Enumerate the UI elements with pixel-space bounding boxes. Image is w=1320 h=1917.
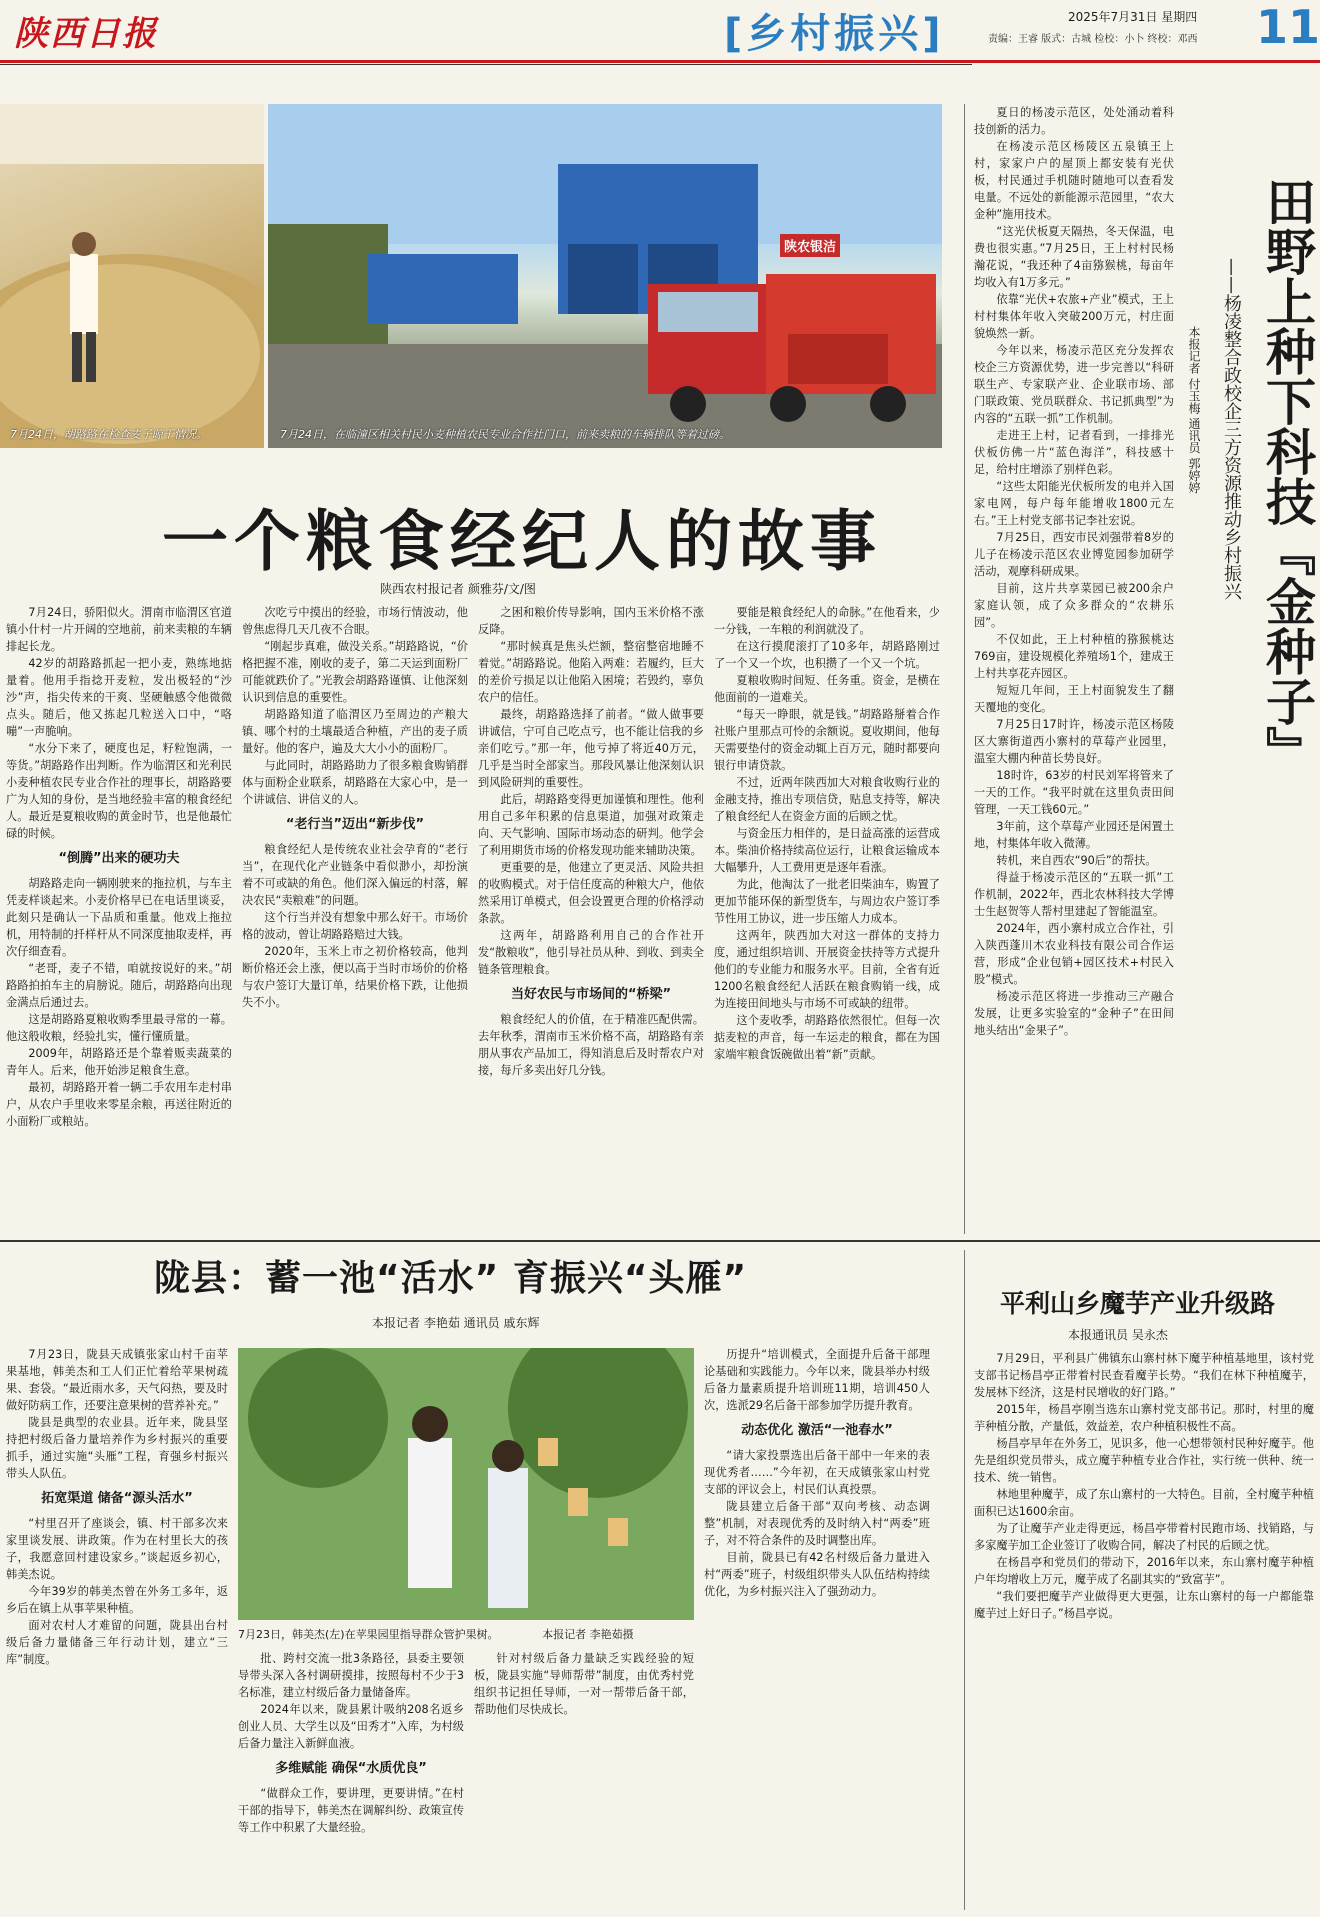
paragraph: 7月24日，骄阳似火。渭南市临渭区官道镇小什村一片开阔的空地前，前来卖粮的车辆排起长龙。	[6, 606, 232, 653]
paragraph: 这是胡路路夏粮收购季里最寻常的一幕。他这般收粮，经验扎实，懂行懂质量。	[6, 1013, 232, 1043]
paragraph: 面对农村人才难留的问题，陇县出台村级后备力量储备三年行动计划，建立“三库”制度。	[6, 1619, 228, 1666]
paragraph: 胡路路知道了临渭区乃至周边的产粮大镇、哪个村的土壤最适合种植，产出的麦子质量好。他的客户，遍及大大小小的面粉厂。	[242, 708, 468, 755]
photo-caption-left: 7月24日，胡路路在检查麦子晾干情况。	[10, 428, 207, 441]
paragraph: “做群众工作，要讲理，更要讲情。”在村干部的指导下，韩美杰在调解纠纷、政策宣传等工作中积累了大量经验。	[238, 1787, 464, 1834]
paragraph: 这个行当并没有想象中那么好干。市场价格的波动，曾让胡路路赔过大钱。	[242, 911, 468, 941]
subhead: 多维赋能 确保“水质优良”	[275, 1761, 427, 1776]
paragraph: 之困和粮价传导影响，国内玉米价格不涨反降。	[478, 606, 704, 636]
newspaper-logo: 陕西日报	[14, 14, 158, 54]
photo-trucks-queue	[268, 104, 942, 448]
paragraph: 不仅如此，王上村种植的猕猴桃达769亩，建设规模化养殖场1个，建成王上村共享花卉园区。	[974, 633, 1174, 680]
paragraph: 7月25日17时许，杨凌示范区杨陵区大寨街道西小寨村的草莓产业园里，温室大棚内种苗长势良好。	[974, 718, 1174, 765]
paragraph: 粮食经纪人的价值，在于精准匹配供需。去年秋季，渭南市玉米价格不高，胡路路有亲朋从事农产品加工，得知消息后及时帮农户对接，每斤多卖出好几分钱。	[478, 1013, 704, 1077]
article1-column-4	[714, 604, 940, 1234]
photo-caption-main: 7月24日，在临潼区相关村民小麦种植农民专业合作社门口，前来卖粮的车辆排队等着过磅。	[280, 428, 730, 441]
paragraph: 杨凌示范区将进一步推动三产融合发展，让更多实验室的“金种子”在田间地头结出“金果子”。	[974, 990, 1174, 1037]
column-divider	[964, 104, 965, 1234]
paragraph: 18时许，63岁的村民刘军将管来了一天的工作。“我平时就在这里负责田间管理，一天工钱60元。”	[974, 769, 1174, 816]
paragraph: 为了让魔芋产业走得更远，杨昌亭带着村民跑市场、找销路，与多家魔芋加工企业签订了收购合同，解决了村民的后顾之忧。	[974, 1522, 1314, 1552]
paragraph: 2015年，杨昌亭刚当选东山寨村党支部书记。那时，村里的魔芋种植分散，产量低，效益差，农户种植积极性不高。	[974, 1403, 1314, 1433]
paragraph: “老哥，麦子不错，咱就按说好的来。”胡路路拍拍车主的肩膀说。随后，胡路路向出现金满点后通过去。	[6, 962, 232, 1009]
paragraph: 2024年，西小寨村成立合作社，引入陕西蓬川木农业科技有限公司合作运营，形成“企业包销+园区技术+村民入股”模式。	[974, 922, 1174, 986]
paragraph: “刚起步真难，做没关系。”胡路路说，“价格把握不准，刚收的麦子，第二天运到面粉厂可能就跌价了。”光教会胡路路谨慎、让他深刻认识到信息的重要性。	[242, 640, 468, 704]
article1-byline: 陕西农村报记者 颜雅芬/文/图	[380, 582, 536, 596]
paragraph: 在这行摸爬滚打了10多年，胡路路刚过了一个又一个坎，也积攒了一个又一个坑。	[714, 640, 940, 670]
column-divider	[964, 1250, 965, 1910]
paragraph: 粮食经纪人是传统农业社会孕育的“老行当”，在现代化产业链条中看似渺小，却扮演着不可或缺的角色。他们深入偏远的村落，解决农民“卖粮难”的问题。	[242, 843, 468, 907]
paragraph: 目前，这片共享菜园已被200余户家庭认领，成了众多群众的“农耕乐园”。	[974, 582, 1174, 629]
article1-column-1	[6, 604, 232, 1234]
article2-column-2b	[474, 1650, 694, 1912]
paragraph: 批、跨村交流一批3条路径，县委主要领导带头深入各村调研摸排，按照每村不少于3名标准，建立村级后备力量储备库。	[238, 1652, 464, 1699]
paragraph: 次吃亏中摸出的经验，市场行情波动，他曾焦虑得几天几夜不合眼。	[242, 606, 468, 636]
photo-credit: 本报记者 李艳茹摄	[542, 1628, 634, 1641]
subhead: 当好农民与市场间的“桥梁”	[510, 987, 672, 1002]
sidebar-column-a	[974, 104, 1174, 1234]
paragraph: 这两年，胡路路利用自己的合作社开发“散粮收”，他引导社员从种、到收、到卖全链条管理粮食。	[478, 929, 704, 976]
paragraph: 目前，陇县已有42名村级后备力量进入村“两委”班子，村级组织带头人队伍结构持续优化，为乡村振兴注入了强劲动力。	[704, 1551, 930, 1598]
paragraph: 7月29日，平利县广佛镇东山寨村林下魔芋种植基地里，该村党支部书记杨昌亭正带着村民查看魔芋长势。“我们在林下种植魔芋，发展林下经济，这是村民增收的好门路。”	[974, 1352, 1314, 1399]
paragraph: 陇县建立后备干部“双向考核、动态调整”机制，对表现优秀的及时纳入村“两委”班子，对不符合条件的及时调整出库。	[704, 1500, 930, 1547]
paragraph: “村里召开了座谈会，镇、村干部多次来家里谈发展、讲政策。作为在村里长大的孩子，我愿意回村建设家乡。”谈起返乡初心，韩美杰说。	[6, 1517, 228, 1581]
trucks-illustration	[268, 104, 942, 448]
article2-column-2	[238, 1650, 464, 1912]
paragraph: 为此，他淘汰了一批老旧柴油车，购置了更加节能环保的新型货车，与周边农户签订季节性用工协议，进一步压缩人力成本。	[714, 878, 940, 925]
paragraph: 更重要的是，他建立了更灵活、风险共担的收购模式。对于信任度高的种粮大户，他依然采用订单模式，但会设置更合理的价格浮动条款。	[478, 861, 704, 925]
paragraph: 夏日的杨凌示范区，处处涌动着科技创新的活力。	[974, 106, 1174, 136]
paragraph: 7月25日，西安市民刘强带着8岁的儿子在杨凌示范区农业博览园参加研学活动，观摩科研成果。	[974, 531, 1174, 578]
paragraph: 得益于杨凌示范区的“五联一抓”工作机制，2022年，西北农林科技大学博士生赵贺等人帮村里建起了智能温室。	[974, 871, 1174, 918]
paragraph: 历提升“培训模式，全面提升后备干部理论基础和实践能力。今年以来，陇县举办村级后备力量素质提升培训班11期，培训450人次，选派29名后备干部参加学历提升教育。	[704, 1348, 930, 1412]
paragraph: 要能是粮食经纪人的命脉。”在他看来，少一分钱，一车粮的利润就没了。	[714, 606, 940, 636]
photo-caption-text: 7月23日，韩美杰(左)在苹果园里指导群众管护果树。	[238, 1628, 499, 1641]
article1-column-3	[478, 604, 704, 1234]
truck-sign: 陕农银洁	[780, 234, 840, 257]
paragraph: “那时候真是焦头烂额，整宿整宿地睡不着觉。”胡路路说。他陷入两难：若履约，巨大的差价亏损足以让他陷入困境；若毁约，辜负农户的信任。	[478, 640, 704, 704]
paragraph: “我们要把魔芋产业做得更大更强，让东山寨村的每一户都能靠魔芋过上好日子。”杨昌亭说。	[974, 1590, 1314, 1620]
paragraph: “这光伏板夏天隔热，冬天保温，电费也很实惠。”7月25日，王上村村民杨瀚花说，“我还种了4亩猕猴桃，每亩年均收入有1万多元。”	[974, 225, 1174, 289]
section-divider	[0, 1240, 1320, 1242]
masthead	[0, 0, 1320, 63]
article3-column	[974, 1350, 1314, 1912]
paragraph: “水分下来了，硬度也足，籽粒饱满，一等货。”胡路路作出判断。作为临渭区和光利民小麦种植农民专业合作社的理事长，胡路路要广为人知的身份，是当地经验丰富的粮食经纪人。最近是夏粮收购的黄金时节，也是他最忙碌的时候。	[6, 742, 232, 840]
paragraph: 2009年，胡路路还是个靠着贩卖蔬菜的青年人。后来，他开始涉足粮食生意。	[6, 1047, 232, 1077]
grain-pile-illustration	[0, 104, 264, 448]
paragraph: 走进王上村，记者看到，一排排光伏板仿佛一片“蓝色海洋”，科技感十足，给村庄增添了别样色彩。	[974, 429, 1174, 476]
article2-headline: 陇县：蓄一池“活水” 育振兴“头雁”	[154, 1258, 748, 1299]
article1-headline: 一个粮食经纪人的故事	[162, 503, 882, 580]
paragraph: 3年前，这个草莓产业园还是闲置土地，村集体年收入微薄。	[974, 820, 1174, 850]
masthead-rule	[0, 64, 972, 65]
paragraph: 林地里种魔芋，成了东山寨村的一大特色。目前，全村魔芋种植面积已达1600余亩。	[974, 1488, 1314, 1518]
sidebar-subtitle: ——杨凌整合政校企三方资源推动乡村振兴	[1221, 258, 1242, 600]
subhead: 拓宽渠道 储备“源头活水”	[41, 1491, 193, 1506]
paragraph: 短短几年间，王上村面貌发生了翻天覆地的变化。	[974, 684, 1174, 714]
publication-date: 2025年7月31日 星期四	[1068, 10, 1198, 24]
paragraph: 7月23日，陇县天成镇张家山村千亩苹果基地，韩美杰和工人们正忙着给苹果树疏果、套袋。“最近雨水多，天气闷热，要及时做好防病工作，还要注意果树的营养补充。”	[6, 1348, 228, 1412]
article2-column-3	[704, 1346, 930, 1912]
paragraph: 不过，近两年陕西加大对粮食收购行业的金融支持，推出专项信贷，贴息支持等，解决了粮食经纪人在资金方面的后顾之忧。	[714, 776, 940, 823]
photo-grain-pile	[0, 104, 264, 448]
article3-headline: 平利山乡魔芋产业升级路	[1000, 1289, 1276, 1318]
paragraph: 今年以来，杨凌示范区充分发挥农校企三方资源优势，进一步完善以“科研联生产、专家联产业、企业联市场、部门联政策、党员联群众、书记抓典型”为内容的“五联一抓”工作机制。	[974, 344, 1174, 425]
paragraph: “每天一睁眼，就是钱。”胡路路掰着合作社账户里那点可怜的余额说。夏收期间，他每天需要垫付的资金动辄上百万元，随时都要向银行申请贷款。	[714, 708, 940, 772]
paragraph: 这两年，陕西加大对这一群体的支持力度，通过组织培训、开展资金扶持等方式提升他们的专业能力和服务水平。目前，全省有近1200名粮食经纪人活跃在粮食购销一线，成为连接田间地头与市场不可或缺的纽带。	[714, 929, 940, 1010]
subhead: “倒腾”出来的硬功夫	[58, 851, 180, 866]
sidebar-authors: 本报记者 付玉梅 通讯员 郭婷婷	[1187, 326, 1201, 494]
paragraph: 最终，胡路路选择了前者。“做人做事要讲诚信，宁可自己吃点亏，也不能让信我的乡亲们吃亏。”那一年，他亏掉了将近40万元，几乎是当时全部家当。那段风暴让他深刻认识到风险研判的重要性。	[478, 708, 704, 789]
paragraph: 针对村级后备力量缺乏实践经验的短板，陇县实施“导师帮带”制度，由优秀村党组织书记担任导师，一对一帮带后备干部，帮助他们尽快成长。	[474, 1652, 694, 1716]
paragraph: “这些太阳能光伏板所发的电并入国家电网，每户每年能增收1800元左右。”王上村党支部书记李社宏说。	[974, 480, 1174, 527]
paragraph: 在杨昌亭和党员们的带动下，2016年以来，东山寨村魔芋种植户年均增收上万元，魔芋成了名副其实的“致富芋”。	[974, 1556, 1314, 1586]
article1-column-2	[242, 604, 468, 1234]
paragraph: 杨昌亭早年在外务工，见识多，他一心想带领村民种好魔芋。他先是组织党员带头，成立魔芋种植专业合作社，实行统一供种、统一技术、统一销售。	[974, 1437, 1314, 1484]
editor-credits: 责编：王睿 版式：古城 检校：小卜 终校：邓西	[988, 34, 1198, 45]
paragraph: 夏粮收购时间短、任务重。资金，是横在他面前的一道难关。	[714, 674, 940, 704]
paragraph: “请大家投票选出后备干部中一年来的表现优秀者……”今年初，在天成镇张家山村党支部的评议会上，村民们认真投票。	[704, 1449, 930, 1496]
paragraph: 最初，胡路路开着一辆二手农用车走村串户，从农户手里收来零星余粮，再送往附近的小面粉厂或粮站。	[6, 1081, 232, 1128]
photo-orchard	[238, 1348, 694, 1620]
orchard-illustration	[238, 1348, 694, 1620]
section-title: [乡村振兴]	[724, 11, 945, 57]
page-number: 11	[1256, 0, 1320, 54]
paragraph: 这个麦收季，胡路路依然很忙。但每一次掂麦粒的声音，每一车运走的粮食，都在为国家端牢粮食饭碗做出着“新”贡献。	[714, 1014, 940, 1061]
subhead: 动态优化 激活“一池春水”	[741, 1423, 893, 1438]
paragraph: 今年39岁的韩美杰曾在外务工多年，返乡后在镇上从事苹果种植。	[6, 1585, 228, 1615]
paragraph: 与资金压力相伴的，是日益高涨的运营成本。柴油价格持续高位运行，让粮食运输成本大幅攀升，人工费用更是逐年看涨。	[714, 827, 940, 874]
paragraph: 此后，胡路路变得更加谨慎和理性。他利用自己多年积累的信息渠道，加强对政策走向、天气影响、国际市场动态的研判。他学会了利用期货市场的价格发现功能来辅助决策。	[478, 793, 704, 857]
article3-byline: 本报通讯员 吴永杰	[1068, 1328, 1168, 1342]
subhead: “老行当”迈出“新步伐”	[285, 817, 425, 832]
paragraph: 2020年，玉米上市之初价格较高，他判断价格还会上涨，便以高于当时市场价的价格与农户签订大量订单，结果价格下跌，让他损失不小。	[242, 945, 468, 1009]
paragraph: 42岁的胡路路抓起一把小麦，熟练地掂量着。他用手指捻开麦粒，发出极轻的“沙沙”声，指尖传来的干爽、坚硬触感令他微微点头。随后，他又拣起几粒送入口中，“咯嘣”一声脆响。	[6, 657, 232, 738]
paragraph: 与此同时，胡路路助力了很多粮食购销群体与面粉企业联系，胡路路在大家心中，是一个讲诚信、讲信义的人。	[242, 759, 468, 806]
paragraph: 陇县是典型的农业县。近年来，陇县坚持把村级后备力量培养作为乡村振兴的重要抓手，通过实施“头雁”工程，育强乡村振兴带头人队伍。	[6, 1416, 228, 1480]
sidebar-title: 田野上种下科技『金种子』	[1258, 176, 1316, 776]
photo-caption-orchard	[238, 1626, 634, 1642]
paragraph: 依靠“光伏+农旅+产业”模式，王上村村集体年收入突破200万元，村庄面貌焕然一新。	[974, 293, 1174, 340]
paragraph: 转机，来自西农“90后”的帮扶。	[996, 854, 1157, 867]
article2-column-1	[6, 1346, 228, 1912]
article2-byline: 本报记者 李艳茹 通讯员 戚东辉	[372, 1316, 540, 1330]
paragraph: 2024年以来，陇县累计吸纳208名返乡创业人员、大学生以及“田秀才”入库，为村级后备力量注入新鲜血液。	[238, 1703, 464, 1750]
paragraph: 胡路路走向一辆刚驶来的拖拉机，与车主凭麦样谈起来。小麦价格早已在电话里谈妥，此刻只是确认一下品质和重量。他戏上拖拉机，用特制的扦样杆从不同深度抽取麦样，再次仔细查看。	[6, 877, 232, 958]
paragraph: 在杨凌示范区杨陵区五泉镇王上村，家家户户的屋顶上都安装有光伏板，村民通过手机随时随地可以查看发电量。不远处的新能源示范园里，“农大金种”施用技术。	[974, 140, 1174, 221]
